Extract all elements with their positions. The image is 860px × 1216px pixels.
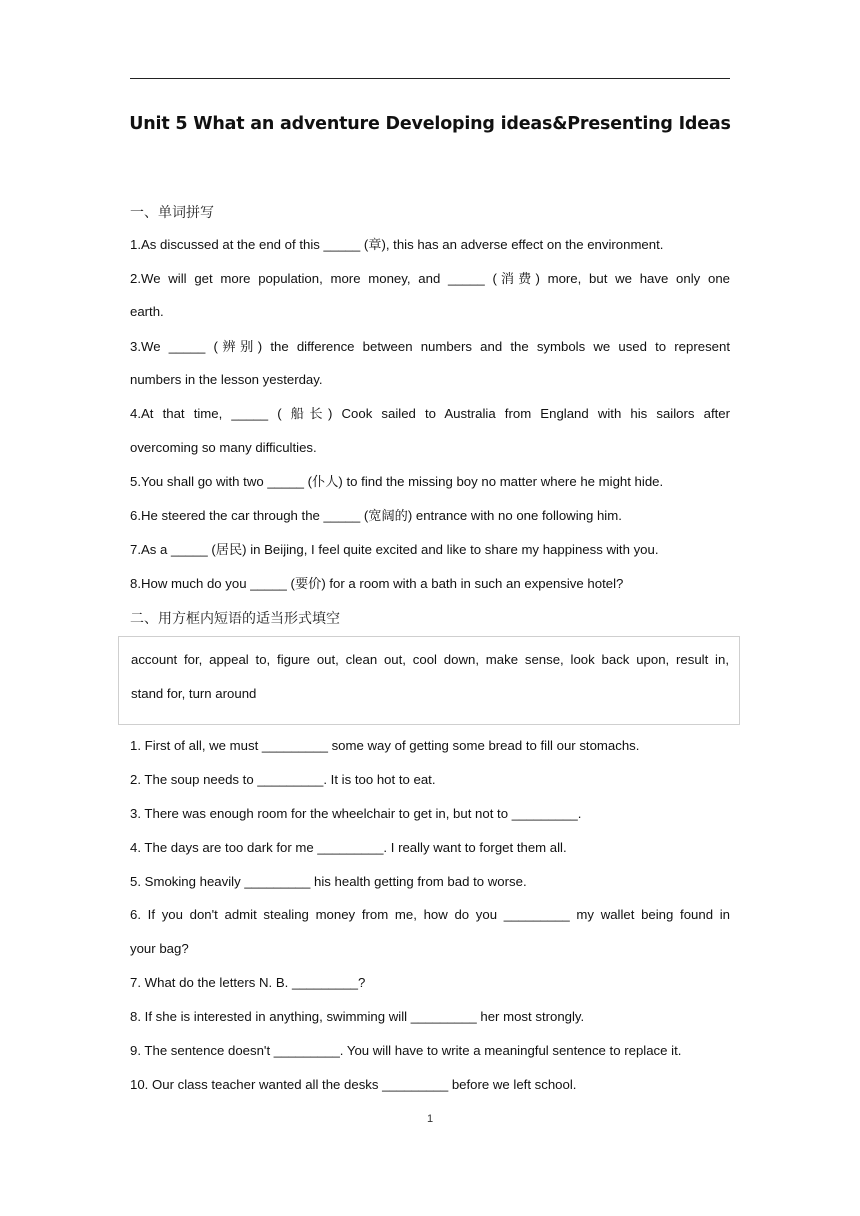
phrase-box-line-2: stand for, turn around: [131, 686, 257, 701]
page-number: 1: [426, 1113, 434, 1125]
s2-line-6: 6. If you don't admit stealing money from me, how do you _________ my wallet being found in: [130, 907, 730, 922]
s1-line-5: 5.You shall go with two _____ (仆人) to find the missing boy no matter where he might hide.: [130, 474, 664, 489]
s1-line-8: 8.How much do you _____ (要价) for a room with a bath in such an expensive hotel?: [130, 576, 624, 591]
section-2-heading: 二、用方框内短语的适当形式填空: [130, 611, 340, 627]
s2-line-2: 2. The soup needs to _________. It is too hot to eat.: [130, 772, 436, 787]
s2-line-5: 5. Smoking heavily _________ his health getting from bad to worse.: [130, 874, 527, 889]
page-title: Unit 5 What an adventure Developing ideas&Presenting Ideas: [129, 114, 731, 134]
s2-line-1: 1. First of all, we must _________ some way of getting some bread to fill our stomachs.: [130, 738, 640, 753]
s1-line-2: 2.We will get more population, more money, and _____ (消费) more, but we have only one: [130, 271, 730, 286]
header-rule: [130, 78, 730, 79]
s1-line-4: 4.At that time, _____ ( 船长) Cook sailed to Australia from England with his sailors after: [130, 406, 730, 421]
s1-line-7: 7.As a _____ (居民) in Beijing, I feel quite excited and like to share my happiness with you.: [130, 542, 659, 557]
s1-line-4-cont: overcoming so many difficulties.: [130, 440, 317, 455]
s2-line-9: 9. The sentence doesn't _________. You will have to write a meaningful sentence to replace it.: [130, 1043, 682, 1058]
s2-line-6-cont: your bag?: [130, 941, 189, 956]
phrase-box-line-1: account for, appeal to, figure out, clean out, cool down, make sense, look back upon, result in,: [131, 652, 729, 667]
phrase-box: [118, 636, 740, 725]
s2-line-10: 10. Our class teacher wanted all the desks _________ before we left school.: [130, 1077, 577, 1092]
s1-line-2-cont: earth.: [130, 304, 164, 319]
s1-line-1: 1.As discussed at the end of this _____ (章), this has an adverse effect on the environment.: [130, 237, 664, 252]
s1-line-3: 3.We _____ (辨别) the difference between numbers and the symbols we used to represent: [130, 339, 730, 354]
s1-line-6: 6.He steered the car through the _____ (宽阔的) entrance with no one following him.: [130, 508, 622, 523]
s2-line-4: 4. The days are too dark for me _________. I really want to forget them all.: [130, 840, 567, 855]
s2-line-7: 7. What do the letters N. B. _________?: [130, 975, 366, 990]
s2-line-8: 8. If she is interested in anything, swimming will _________ her most strongly.: [130, 1009, 585, 1024]
s1-line-3-cont: numbers in the lesson yesterday.: [130, 372, 323, 387]
section-1-heading: 一、单词拼写: [130, 205, 214, 221]
s2-line-3: 3. There was enough room for the wheelchair to get in, but not to _________.: [130, 806, 582, 821]
